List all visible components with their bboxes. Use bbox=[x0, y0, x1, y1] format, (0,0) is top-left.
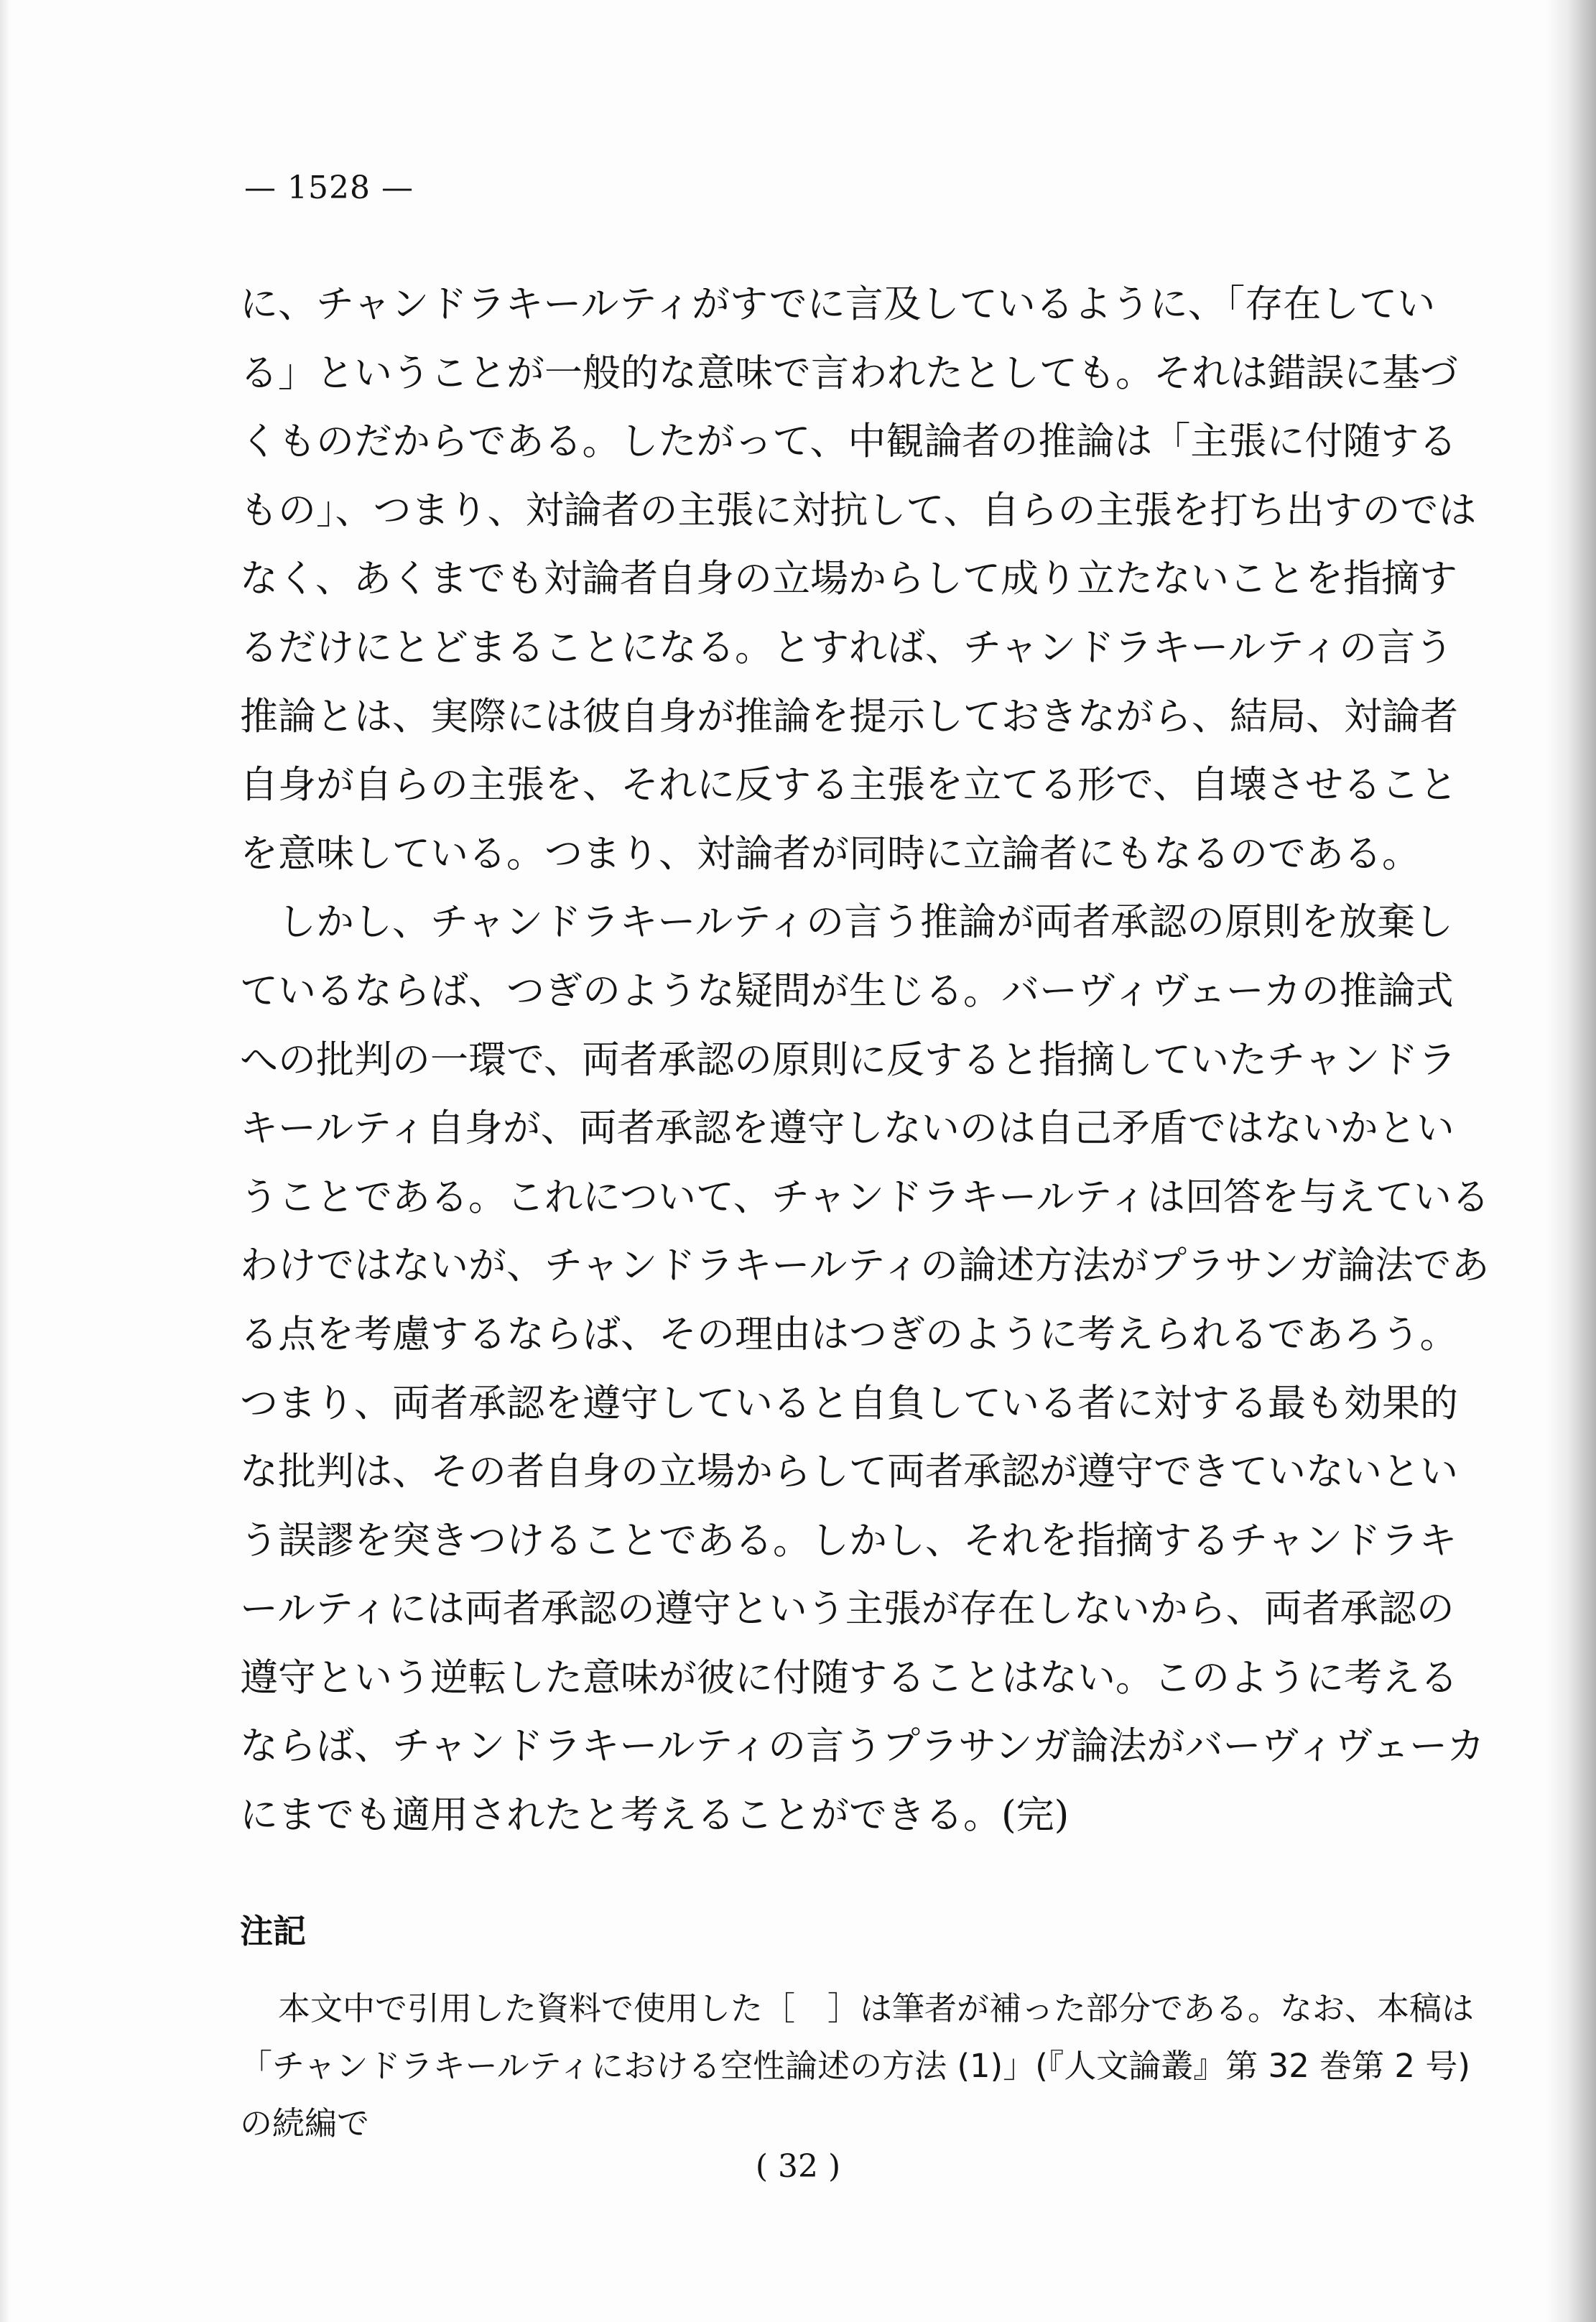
page-right-edge-shadow bbox=[1546, 0, 1596, 2322]
page-left-edge-shadow bbox=[0, 0, 10, 2322]
body-paragraph-2: しかし、チャンドラキールティの言う推論が両者承認の原則を放棄しているならば、つぎのような疑問が生じる。バーヴィヴェーカの推論式への批判の一環で、両者承認の原則に反すると指摘していたチャンドラキールティ自身が、両者承認を遵守しないのは自己矛盾ではないかということである。これについて、チャンドラキールティは回答を与えているわけではないが、チャンドラキールティの論述方法がプラサンガ論法である点を考慮するならば、その理由はつぎのように考えられるであろう。つまり、両者承認を遵守していると自負している者に対する最も効果的な批判は、その者自身の立場からして両者承認が遵守できていないという誤謬を突きつけることである。しかし、それを指摘するチャンドラキールティには両者承認の遵守という主張が存在しないから、両者承認の遵守という逆転した意味が彼に付随することはない。このように考えるならば、チャンドラキールティの言うプラサンガ論法がバーヴィヴェーカにまでも適用されたと考えることができる。(完) bbox=[240, 900, 1490, 1838]
notes-text: 本文中で引用した資料で使用した［ ］は筆者が補った部分である。なお、本稿は「チャンドラキールティにおける空性論述の方法 (1)」(『人文論叢』第 32 巻第 2 号) の続編で bbox=[240, 1989, 1475, 2142]
footer-page-number: ( 32 ) bbox=[755, 2148, 841, 2185]
body-paragraph-1: に、チャンドラキールティがすでに言及しているように、「存在している」ということが一般的な意味で言われたとしても。それは錯誤に基づくものだからである。したがって、中観論者の推論は「主張に付随するもの」、つまり、対論者の主張に対抗して、自らの主張を打ち出すのではなく、あくまでも対論者自身の立場からして成り立たないことを指摘するだけにとどまることになる。とすれば、チャンドラキールティの言う推論とは、実際には彼自身が推論を提示しておきながら、結局、対論者自身が自らの主張を、それに反する主張を立てる形で、自壊させることを意味している。つまり、対論者が同時に立論者にもなるのである。 bbox=[240, 282, 1477, 876]
main-body-text bbox=[240, 270, 1490, 1850]
header-page-number: — 1528 — bbox=[244, 170, 414, 206]
notes-heading: 注記 bbox=[240, 1912, 306, 1951]
